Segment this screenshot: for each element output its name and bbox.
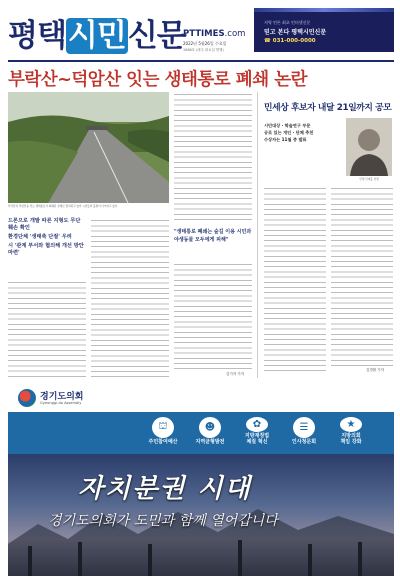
top-ad-phone: ☎ 031-000-0000 <box>264 38 316 44</box>
lead-headline: 부락산~덕암산 잇는 생태통로 폐쇄 논란 <box>8 70 308 90</box>
sidebar-subheads <box>264 122 344 143</box>
assembly-photo <box>8 454 394 576</box>
date-line: 2022년 5월26일 수요일 <box>183 41 227 46</box>
assembly-logo-strip <box>8 384 394 412</box>
menu-item-finance-reform[interactable] <box>237 417 277 445</box>
lead-photo <box>8 92 169 203</box>
menu-item-label: 지방재정법 체질 혁신 <box>244 433 270 445</box>
summary-item: 시 '관계 부서와 협의해 개선 방안 마련' <box>8 243 84 256</box>
menu-item-label: 주민참여예산 <box>148 439 178 445</box>
assembly-name-en: Gyeonggi-do Assembly <box>40 401 82 405</box>
leaf-icon: ✿ <box>246 417 268 432</box>
masthead-rule <box>8 60 394 62</box>
summary-item: 드론으로 개발 따른 지형도 무단 훼손 확인 <box>8 218 81 231</box>
assembly-ad[interactable] <box>8 384 394 576</box>
menu-item-participatory-budget[interactable] <box>143 417 183 445</box>
site-domain: PTTIMES <box>183 29 225 39</box>
menu-item-balanced-development[interactable] <box>190 417 230 445</box>
star-icon: ★ <box>340 417 362 432</box>
sidebar-body-col2 <box>331 186 393 366</box>
assembly-name: 경기도의회 <box>40 392 84 402</box>
ad-sparkle <box>254 8 394 12</box>
document-icon: ☰ <box>293 417 315 438</box>
menu-item-label: 지역균형발전 <box>195 439 225 445</box>
lead-body-col2 <box>91 218 169 380</box>
lead-byline: 김기자 기자 <box>226 372 245 376</box>
slogan-main: 자치분권 시대 <box>78 474 252 504</box>
top-ad-line1: 지역 언론 최초 인터넷신문 <box>264 20 311 25</box>
road-photo-illustration <box>8 92 169 203</box>
newspaper-title <box>8 10 186 55</box>
issue-line: 1066호 (매주 화요일 발행) <box>183 48 224 52</box>
lead-photo-caption: 부락산과 덕암산을 잇는 생태통로가 폐쇄된 상태로 방치되고 있어 시민들의 불편이 이어지고 있다 <box>8 205 118 208</box>
menu-item-hearing[interactable] <box>284 417 324 445</box>
lead-body-col1 <box>8 280 86 380</box>
lead-body-col3b <box>174 262 252 370</box>
sidebar-byline: 김경환 기자 <box>366 368 385 372</box>
portrait-caption: 민세 안재홍 선생 <box>359 178 379 181</box>
column-divider <box>257 92 258 378</box>
menu-item-label: 지방의회 책임 강화 <box>340 433 362 445</box>
lead-body-col3 <box>174 92 252 220</box>
slogan-sub: 경기도의회가 도민과 함께 열어갑니다 <box>48 513 278 529</box>
title-highlight: 시민 <box>67 18 126 54</box>
sidebar-subhead: 공로 있는 개인 · 단체 추천 <box>264 130 314 135</box>
building-icon: ⛫ <box>152 417 174 438</box>
top-ad-line2: 믿고 본다 평택시민신문 <box>264 29 327 36</box>
menu-item-accountability[interactable] <box>331 417 371 445</box>
masthead <box>0 0 400 62</box>
sidebar-body-col1 <box>264 186 326 372</box>
assembly-logo-icon <box>18 389 36 407</box>
title-part2: 신문 <box>127 18 186 54</box>
top-ad-banner[interactable] <box>254 8 394 52</box>
site-name[interactable] <box>183 29 245 39</box>
sidebar-subhead: 시민대상 · 학술연구 부문 <box>264 123 311 128</box>
title-part1: 평택 <box>8 18 66 54</box>
people-icon: ☻ <box>199 417 221 438</box>
site-suffix: .com <box>224 29 246 39</box>
sidebar-headline: 민세상 후보자 내달 21일까지 공모 <box>264 103 392 113</box>
summary-item: 환경단체 '생태축 단절' 우려 <box>8 234 72 240</box>
sidebar-portrait <box>346 118 392 176</box>
portrait-illustration <box>346 118 392 176</box>
lead-quote: "생태통로 폐쇄는 숲길 이용 시민과 야생동물 모두에게 피해" <box>174 229 252 243</box>
lead-summaries <box>8 218 86 257</box>
menu-item-label: 인사청문회 <box>291 439 317 445</box>
sidebar-subhead: 수상자는 11월 중 발표 <box>264 137 307 142</box>
